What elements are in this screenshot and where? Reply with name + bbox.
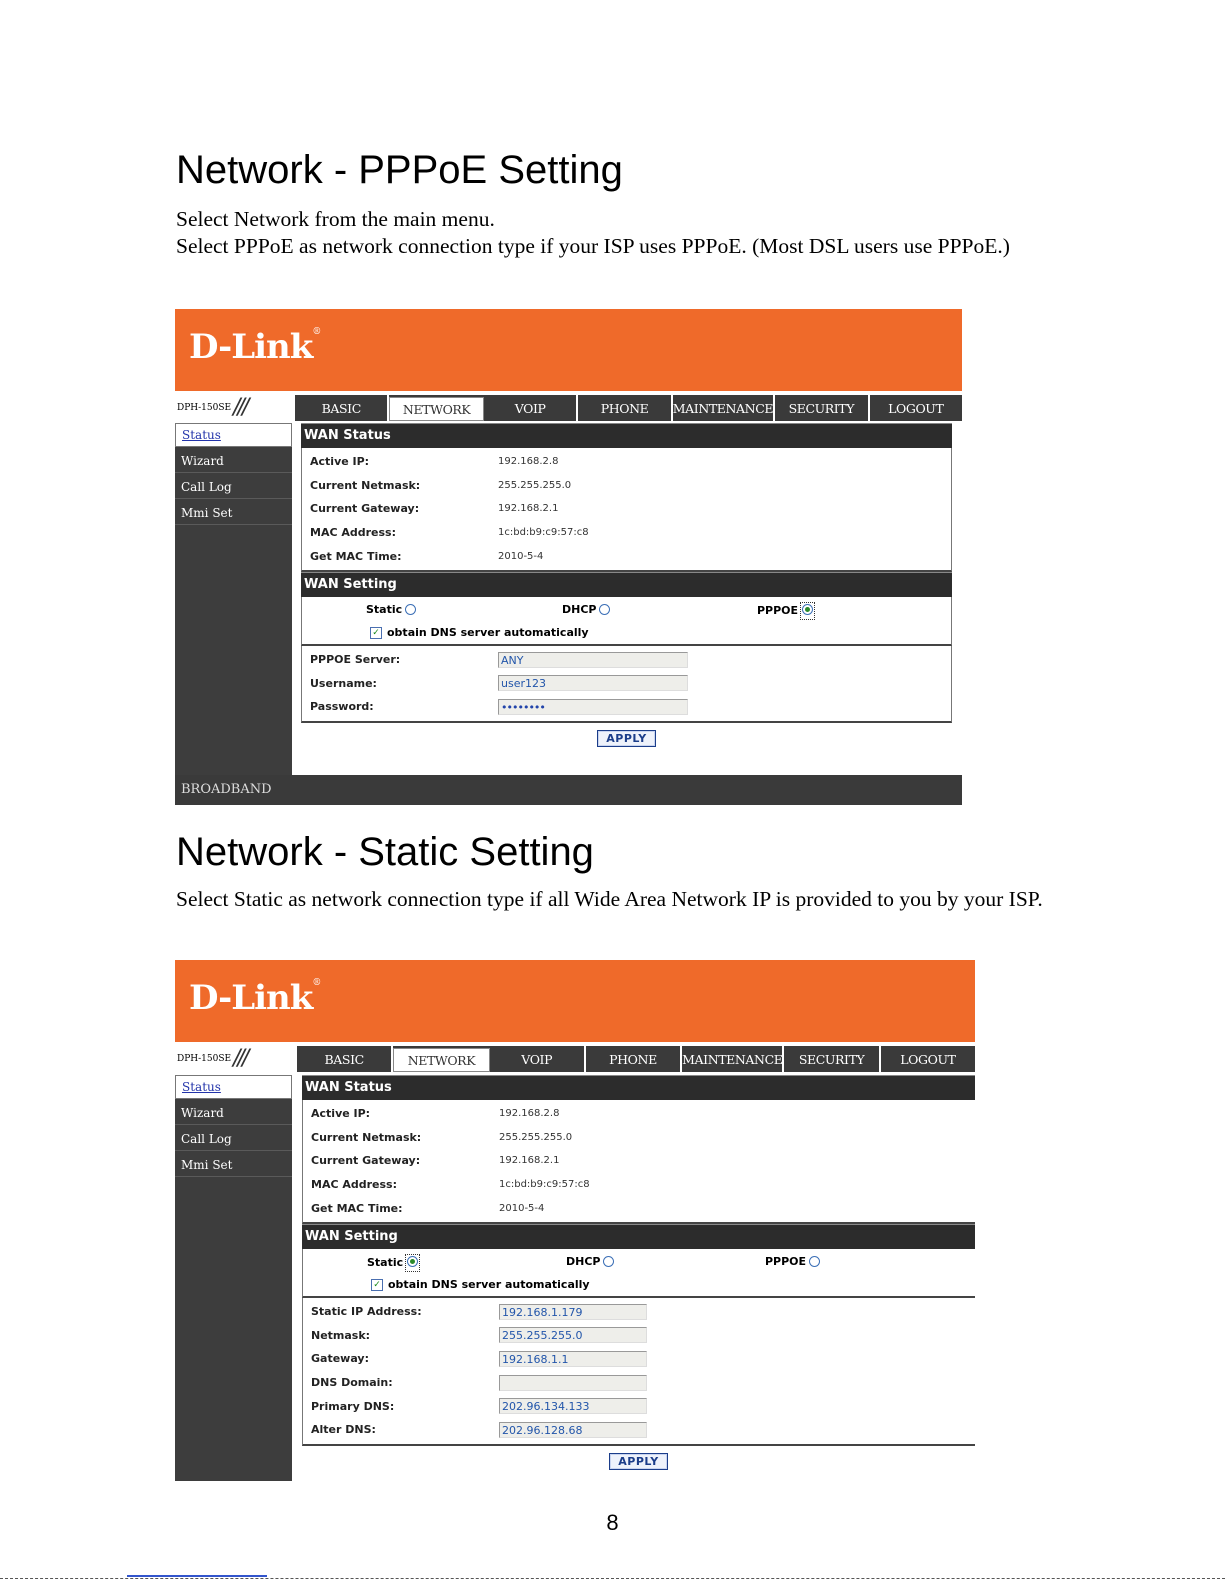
username-input[interactable]: user123 bbox=[498, 675, 688, 691]
field-row: Username: user123 bbox=[302, 672, 951, 696]
section-heading-static: Network - Static Setting bbox=[176, 830, 594, 874]
wan-setting-panel bbox=[301, 597, 952, 646]
field-row: Alter DNS: 202.96.128.68 bbox=[303, 1418, 975, 1442]
sidebar-item-call-log[interactable]: Call Log bbox=[175, 476, 292, 499]
status-row: Get MAC Time: 2010-5-4 bbox=[310, 549, 544, 563]
dns-auto-checkbox[interactable]: ✓ bbox=[370, 627, 382, 639]
wan-status-panel bbox=[301, 448, 952, 572]
instruction-line: Select PPPoE as network connection type if your ISP uses PPPoE. (Most DSL users use PPPoE.) bbox=[176, 234, 1010, 258]
wan-status-header: WAN Status bbox=[302, 1075, 975, 1100]
connection-mode-row bbox=[303, 1249, 975, 1274]
status-row: MAC Address: 1c:bd:b9:c9:57:c8 bbox=[311, 1178, 590, 1192]
pppoe-fields-panel bbox=[301, 646, 952, 723]
section-heading-pppoe: Network - PPPoE Setting bbox=[176, 148, 623, 192]
slashes-decoration-icon: /// bbox=[233, 1046, 247, 1071]
mode-dhcp[interactable]: DHCP bbox=[566, 1255, 614, 1268]
static-instructions bbox=[176, 886, 1054, 913]
main-content bbox=[301, 423, 952, 747]
sidebar-item-mmi-set[interactable]: Mmi Set bbox=[175, 1154, 292, 1177]
field-row: Password: •••••••• bbox=[302, 695, 951, 719]
mode-static[interactable]: Static bbox=[366, 603, 416, 616]
tab-voip[interactable]: VOIP bbox=[490, 1046, 586, 1072]
dlink-logo: D-Link® bbox=[189, 978, 321, 1018]
pppoe-server-input[interactable]: ANY bbox=[498, 652, 688, 668]
pppoe-instructions bbox=[176, 206, 1054, 260]
radio-dhcp[interactable] bbox=[599, 604, 610, 615]
field-row: PPPOE Server: ANY bbox=[302, 648, 951, 672]
page-number: 8 bbox=[606, 1510, 619, 1535]
status-row: Current Gateway: 192.168.2.1 bbox=[310, 502, 559, 516]
mode-static[interactable]: Static bbox=[367, 1255, 419, 1271]
model-label-area bbox=[175, 1046, 293, 1072]
tab-basic[interactable]: BASIC bbox=[295, 395, 389, 421]
field-row: Gateway: 192.168.1.1 bbox=[303, 1347, 975, 1371]
static-fields-panel bbox=[302, 1298, 975, 1446]
instruction-line: Select Static as network connection type if all Wide Area Network IP is provided to you by your ISP. bbox=[176, 887, 1043, 911]
netmask-input[interactable]: 255.255.255.0 bbox=[499, 1327, 647, 1343]
mode-pppoe[interactable]: PPPOE bbox=[757, 603, 814, 619]
status-row: Active IP: 192.168.2.8 bbox=[310, 455, 559, 469]
dns-auto-label: obtain DNS server automatically bbox=[388, 1278, 590, 1292]
wan-setting-header: WAN Setting bbox=[301, 572, 952, 597]
sidebar-item-status[interactable]: Status bbox=[175, 1075, 292, 1099]
header-banner bbox=[175, 309, 962, 391]
apply-button[interactable]: APPLY bbox=[597, 730, 655, 747]
model-name: DPH-150SE bbox=[177, 1054, 232, 1064]
status-row: Current Netmask: 255.255.255.0 bbox=[310, 478, 572, 492]
top-nav bbox=[295, 395, 962, 421]
footer-link-underline bbox=[127, 1575, 267, 1577]
dns-domain-input[interactable] bbox=[499, 1375, 647, 1391]
apply-row bbox=[302, 1446, 975, 1470]
sidebar-item-status[interactable]: Status bbox=[175, 423, 292, 447]
tab-logout[interactable]: LOGOUT bbox=[900, 1051, 956, 1067]
status-row: MAC Address: 1c:bd:b9:c9:57:c8 bbox=[310, 526, 589, 540]
radio-pppoe[interactable] bbox=[802, 604, 813, 615]
wan-status-panel bbox=[302, 1100, 975, 1224]
apply-button[interactable]: APPLY bbox=[609, 1453, 667, 1470]
wan-setting-header: WAN Setting bbox=[302, 1224, 975, 1249]
sidebar bbox=[175, 1075, 292, 1481]
footer-divider bbox=[0, 1578, 1225, 1579]
main-content bbox=[302, 1075, 975, 1470]
tab-basic[interactable]: BASIC bbox=[297, 1046, 393, 1072]
dns-auto-label: obtain DNS server automatically bbox=[387, 626, 589, 640]
wan-status-header: WAN Status bbox=[301, 423, 952, 448]
static-screenshot bbox=[175, 960, 975, 1481]
sidebar-item-wizard[interactable]: Wizard bbox=[175, 1102, 292, 1125]
field-row: Primary DNS: 202.96.134.133 bbox=[303, 1394, 975, 1418]
bottom-bar bbox=[175, 775, 962, 805]
tab-security[interactable]: SECURITY bbox=[775, 395, 869, 421]
dns-auto-row bbox=[303, 1274, 975, 1296]
status-row: Current Gateway: 192.168.2.1 bbox=[311, 1154, 560, 1168]
instruction-line: Select Network from the main menu. bbox=[176, 207, 495, 231]
model-label-area bbox=[175, 395, 293, 421]
status-row: Active IP: 192.168.2.8 bbox=[311, 1107, 560, 1121]
status-row: Get MAC Time: 2010-5-4 bbox=[311, 1201, 545, 1215]
radio-pppoe[interactable] bbox=[809, 1256, 820, 1267]
tab-maintenance[interactable]: MAINTENANCE bbox=[673, 395, 775, 421]
field-row: Netmask: 255.255.255.0 bbox=[303, 1324, 975, 1348]
sidebar-item-mmi-set[interactable]: Mmi Set bbox=[175, 502, 292, 525]
status-row: Current Netmask: 255.255.255.0 bbox=[311, 1130, 573, 1144]
primary-dns-input[interactable]: 202.96.134.133 bbox=[499, 1398, 647, 1414]
top-nav bbox=[297, 1046, 975, 1072]
password-input[interactable]: •••••••• bbox=[498, 699, 688, 715]
header-banner bbox=[175, 960, 975, 1042]
mode-dhcp[interactable]: DHCP bbox=[562, 603, 610, 616]
gateway-input[interactable]: 192.168.1.1 bbox=[499, 1351, 647, 1367]
pppoe-screenshot bbox=[175, 309, 962, 805]
mode-pppoe[interactable]: PPPOE bbox=[765, 1255, 820, 1268]
radio-dhcp[interactable] bbox=[603, 1256, 614, 1267]
wan-setting-panel bbox=[302, 1249, 975, 1298]
connection-mode-row bbox=[302, 597, 951, 622]
slashes-decoration-icon: /// bbox=[233, 395, 247, 420]
tab-phone[interactable]: PHONE bbox=[586, 1046, 682, 1072]
sidebar-item-call-log[interactable]: Call Log bbox=[175, 1128, 292, 1151]
radio-static[interactable] bbox=[405, 604, 416, 615]
dlink-logo: D-Link® bbox=[189, 327, 321, 367]
static-ip-input[interactable]: 192.168.1.179 bbox=[499, 1304, 647, 1320]
tab-phone[interactable]: PHONE bbox=[578, 395, 672, 421]
tab-network[interactable]: NETWORK bbox=[389, 397, 483, 421]
sidebar-item-wizard[interactable]: Wizard bbox=[175, 450, 292, 473]
tab-security[interactable]: SECURITY bbox=[784, 1046, 880, 1072]
alter-dns-input[interactable]: 202.96.128.68 bbox=[499, 1422, 647, 1438]
tab-logout[interactable]: LOGOUT bbox=[888, 400, 944, 416]
field-row: DNS Domain: bbox=[303, 1371, 975, 1395]
tab-voip[interactable]: VOIP bbox=[484, 395, 578, 421]
dns-auto-row bbox=[302, 622, 951, 644]
tab-network[interactable]: NETWORK bbox=[393, 1048, 489, 1072]
tab-maintenance[interactable]: MAINTENANCE bbox=[682, 1046, 784, 1072]
field-row: Static IP Address: 192.168.1.179 bbox=[303, 1300, 975, 1324]
dns-auto-checkbox[interactable]: ✓ bbox=[371, 1279, 383, 1291]
broadband-label: BROADBAND bbox=[181, 782, 272, 797]
apply-row bbox=[301, 723, 952, 747]
radio-static[interactable] bbox=[407, 1256, 418, 1267]
model-name: DPH-150SE bbox=[177, 403, 232, 413]
sidebar bbox=[175, 423, 292, 775]
